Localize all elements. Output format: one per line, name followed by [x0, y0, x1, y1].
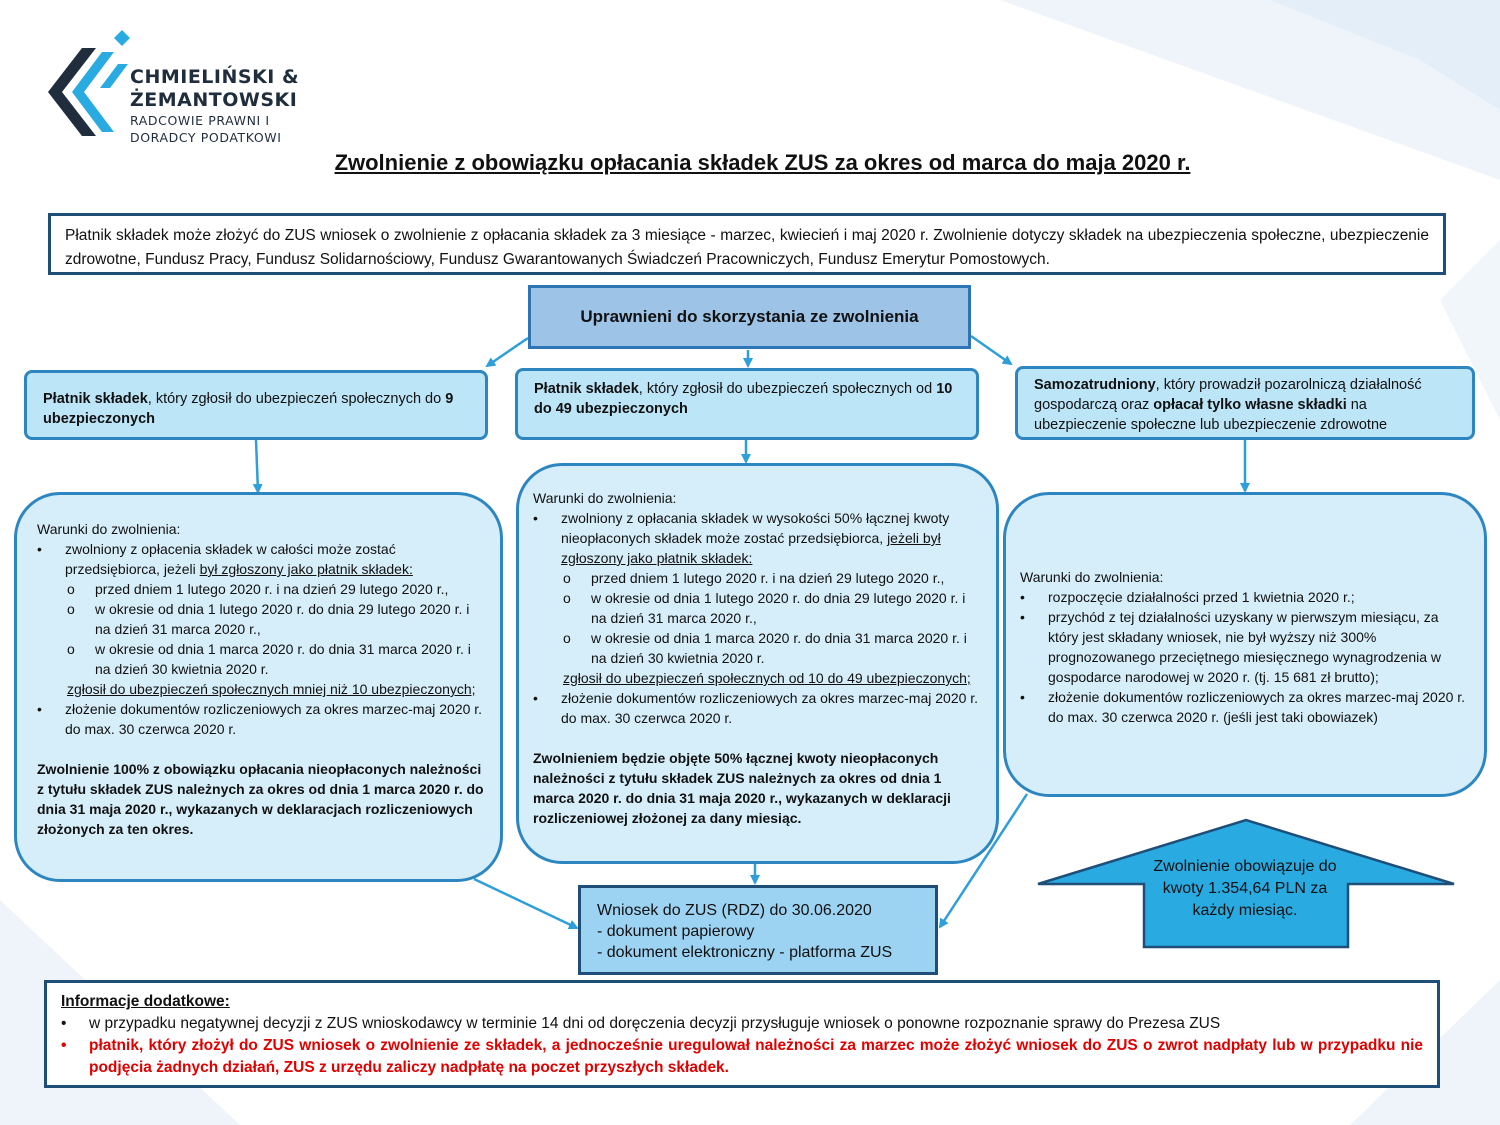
application-line3: - dokument elektroniczny - platforma ZUS: [597, 944, 893, 961]
page-title: Zwolnienie z obowiązku opłacania składek ZUS za okres od marca do maja 2020 r.: [334, 150, 1191, 175]
category-0-bold2: 9 ubezpieczonych: [43, 391, 454, 427]
conditions-middle-u2: zgłosił do ubezpieczeń społecznych od 10 do 49 ubezpieczonych;: [563, 670, 971, 686]
category-0-bold: Płatnik składek: [43, 391, 148, 407]
main-header-box: Uprawnieni do skorzystania ze zwolnienia: [528, 285, 971, 349]
category-1-bold2: 10 do 49 ubezpieczonych: [534, 381, 953, 417]
conditions-left-sub1: o przed dniem 1 lutego 2020 r. i na dzień 29 lutego 2020 r.,: [37, 579, 484, 599]
logo-line1: CHMIELIŃSKI &: [130, 66, 300, 88]
limit-arrow-text: Zwolnienie obowiązuje do kwoty 1.354,64 PLN za każdy miesiąc.: [1153, 858, 1337, 919]
category-box-medium: [515, 368, 979, 440]
category-2-text: , który prowadził pozarolniczą działalność gospodarczą oraz: [1034, 377, 1422, 413]
logo-line3: RADCOWIE PRAWNI I: [130, 113, 270, 128]
conditions-middle-heading: Warunki do zwolnienia:: [533, 490, 677, 506]
conditions-right-bullet3: • złożenie dokumentów rozliczeniowych za okres marzec-maj 2020 r. do max. 30 czerwca 2020 r. (jeśli jest taki obowiazek): [1020, 687, 1468, 727]
category-1-bold: Płatnik składek: [534, 381, 639, 397]
conditions-left-bullet2: • złożenie dokumentów rozliczeniowych za okres marzec-maj 2020 r. do max. 30 czerwca 2020 r.: [37, 699, 484, 739]
category-1-text: , który zgłosił do ubezpieczeń społecznych od: [638, 381, 937, 397]
conditions-left-u2: zgłosił do ubezpieczeń społecznych mniej niż 10 ubezpieczonych;: [67, 681, 476, 697]
conditions-left-sub3: o w okresie od dnia 1 marca 2020 r. do dnia 31 marca 2020 r. i na dzień 30 kwietnia 2020 r.: [37, 639, 484, 679]
conditions-box-right: [1003, 492, 1487, 797]
application-box: [578, 885, 938, 975]
conditions-middle-sub3: o w okresie od dnia 1 marca 2020 r. do dnia 31 marca 2020 r. i na dzień 30 kwietnia 2020 r.: [533, 628, 980, 668]
category-2-bold2: opłacał tylko własne składki: [1153, 397, 1347, 413]
conditions-middle-sub1: o przed dniem 1 lutego 2020 r. i na dzień 29 lutego 2020 r.,: [533, 568, 980, 588]
logo-line4: DORADCY PODATKOWI: [130, 130, 282, 145]
application-line2: - dokument papierowy: [597, 923, 755, 940]
category-box-small: [24, 370, 488, 440]
conditions-middle-summary: Zwolnieniem będzie objęte 50% łącznej kwoty nieopłaconych należności z tytułu składek ZUS należnych za okres od dnia 1 marca 2020 r. do dnia 31 maja 2020 r., wykazanych w deklaracji rozliczeniowej złożonej za dany miesiąc.: [533, 750, 951, 826]
intro-box: Płatnik składek może złożyć do ZUS wniosek o zwolnienie z opłacania składek za 3 miesiące - marzec, kwiecień i maj 2020 r. Zwolnienie dotyczy składek na ubezpieczenia społeczne, ubezpieczenie zdrowotne, Fundusz Pracy, Fundusz Solidarnościowy, Fundusz Gwarantowanych Świadczeń Pracowniczych, Fundusz Emerytur Pomostowych.: [48, 213, 1446, 275]
info-heading: Informacje dodatkowe:: [61, 993, 230, 1010]
conditions-middle-bullet1: • zwolniony z opłacania składek w wysokości 50% łącznej kwoty nieopłaconych składek może zostać przedsiębiorca, jeżeli był zgłoszony jako płatnik składek:: [533, 508, 980, 568]
application-line1: Wniosek do ZUS (RDZ) do 30.06.2020: [597, 902, 872, 919]
info-item2: • płatnik, który złożył do ZUS wniosek o zwolnienie ze składek, a jednocześnie uregulował należności za marzec może złożyć wniosek do ZUS o zwrot nadpłaty lub w przypadku nie podjęcia żadnych działań, ZUS z urzędu zaliczy nadpłatę na poczet przyszłych składek.: [61, 1035, 1423, 1079]
conditions-right-heading: Warunki do zwolnienia:: [1020, 569, 1164, 585]
additional-info-box: [44, 980, 1440, 1088]
conditions-middle-bullet2: • złożenie dokumentów rozliczeniowych za okres marzec-maj 2020 r. do max. 30 czerwca 2020 r.: [533, 688, 980, 728]
category-2-text2: na ubezpieczenie społeczne lub ubezpieczenie zdrowotne: [1034, 397, 1388, 433]
conditions-left-bullet1: • zwolniony z opłacenia składek w całości może zostać przedsiębiorca, jeżeli był zgłoszony jako płatnik składek:: [37, 539, 484, 579]
conditions-left-summary: Zwolnienie 100% z obowiązku opłacania nieopłaconych należności z tytułu składek ZUS należnych za okres od dnia 1 marca 2020 r. do dnia 31 maja 2020 r., wykazanych w deklaracjach rozliczeniowych złożonych za ten okres.: [37, 761, 484, 837]
logo-line2: ŻEMANTOWSKI: [130, 89, 298, 111]
conditions-box-middle: [516, 463, 999, 864]
conditions-right-bullet1: • rozpoczęcie działalności przed 1 kwietnia 2020 r.;: [1020, 587, 1468, 607]
conditions-middle-sub2: o w okresie od dnia 1 lutego 2020 r. do dnia 29 lutego 2020 r. i na dzień 31 marca 2020 r.,: [533, 588, 980, 628]
info-item1: • w przypadku negatywnej decyzji z ZUS wnioskodawcy w terminie 14 dni od doręczenia decyzji przysługuje wniosek o ponowne rozpoznanie sprawy do Prezesa ZUS: [61, 1013, 1423, 1035]
category-2-bold: Samozatrudniony: [1034, 377, 1156, 393]
conditions-left-sub2: o w okresie od dnia 1 lutego 2020 r. do dnia 29 lutego 2020 r. i na dzień 31 marca 2020 r.,: [37, 599, 484, 639]
category-box-selfemployed: [1015, 366, 1475, 440]
conditions-box-left: [14, 492, 503, 882]
category-0-text: , który zgłosił do ubezpieczeń społecznych do: [147, 391, 446, 407]
conditions-right-bullet2: • przychód z tej działalności uzyskany w pierwszym miesiącu, za który jest składany wniosek, nie był wyższy niż 300% prognozowanego przeciętnego miesięcznego wynagrodzenia w gospodarce narodowej w 2020 r. (tj. 15 681 zł brutto);: [1020, 607, 1468, 687]
conditions-left-heading: Warunki do zwolnienia:: [37, 521, 181, 537]
